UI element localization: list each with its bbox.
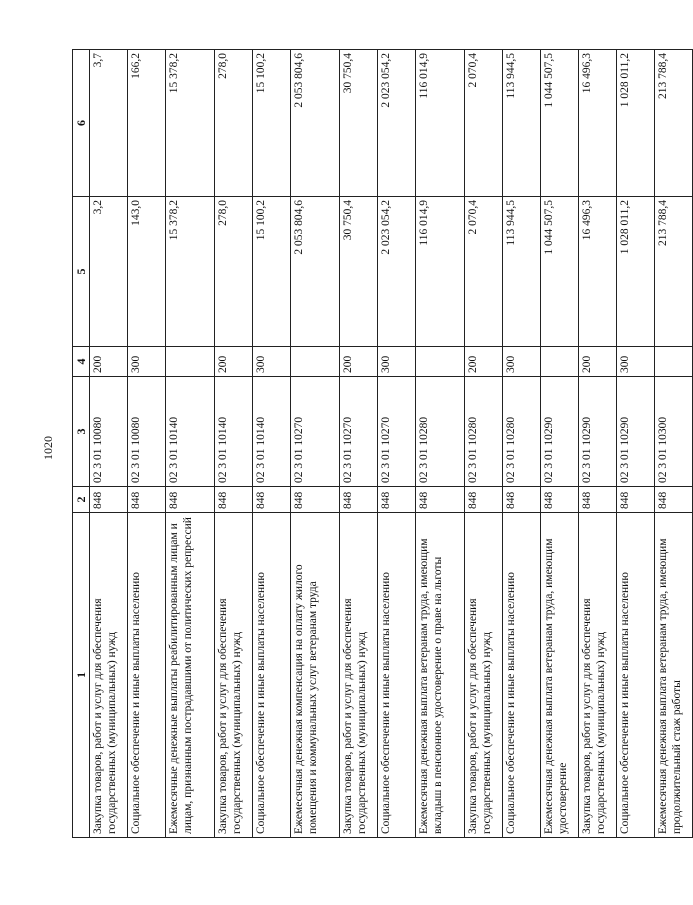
row-code: 848 [253,487,291,513]
table-row [90,50,128,838]
row-name: Социальное обеспечение и иные выплаты населению [253,513,291,838]
row-vr: 200 [340,347,378,377]
row-vr: 200 [90,347,128,377]
row-value-6: 2 070,4 [465,50,503,197]
row-csr: 02 3 01 10280 [465,377,503,487]
row-value-6: 116 014,9 [416,50,465,197]
row-value-5: 1 044 507,5 [541,197,579,347]
row-vr: 200 [215,347,253,377]
row-vr: 300 [617,347,655,377]
row-value-6: 3,7 [90,50,128,197]
header-col-1: 1 [73,513,90,838]
row-name: Закупка товаров, работ и услуг для обеспечения государственных (муниципальных) нужд [90,513,128,838]
row-value-6: 1 044 507,5 [541,50,579,197]
row-name: Ежемесячные денежные выплаты реабилитированным лицам и лицам, признанным пострадавшими от политических репрессий [166,513,215,838]
row-csr: 02 3 01 10080 [90,377,128,487]
row-name: Социальное обеспечение и иные выплаты населению [128,513,166,838]
row-code: 848 [416,487,465,513]
table-row [378,50,416,838]
header-col-2: 2 [73,487,90,513]
row-value-5: 143,0 [128,197,166,347]
row-csr: 02 3 01 10290 [617,377,655,487]
row-value-5: 30 750,4 [340,197,378,347]
table-row [416,50,465,838]
row-csr: 02 3 01 10290 [579,377,617,487]
row-value-5: 213 788,4 [655,197,693,347]
budget-table-sheet [72,50,683,838]
row-vr: 300 [253,347,291,377]
row-name: Социальное обеспечение и иные выплаты населению [378,513,416,838]
header-col-6: 6 [73,50,90,197]
row-vr: 200 [579,347,617,377]
row-value-6: 2 023 054,2 [378,50,416,197]
row-value-6: 166,2 [128,50,166,197]
row-csr: 02 3 01 10080 [128,377,166,487]
row-code: 848 [128,487,166,513]
page-number: 1020 [41,436,55,460]
row-name: Закупка товаров, работ и услуг для обеспечения государственных (муниципальных) нужд [465,513,503,838]
row-code: 848 [541,487,579,513]
row-csr: 02 3 01 10280 [416,377,465,487]
row-name: Закупка товаров, работ и услуг для обеспечения государственных (муниципальных) нужд [340,513,378,838]
table-row [128,50,166,838]
row-csr: 02 3 01 10140 [166,377,215,487]
row-vr [541,347,579,377]
row-code: 848 [90,487,128,513]
header-col-5: 5 [73,197,90,347]
row-vr: 300 [503,347,541,377]
row-code: 848 [579,487,617,513]
row-value-5: 15 100,2 [253,197,291,347]
budget-table [72,49,693,838]
row-value-5: 2 023 054,2 [378,197,416,347]
table-row [655,50,693,838]
table-row [340,50,378,838]
row-value-6: 1 028 011,2 [617,50,655,197]
row-value-6: 113 944,5 [503,50,541,197]
row-vr [655,347,693,377]
row-vr: 200 [465,347,503,377]
row-name: Закупка товаров, работ и услуг для обеспечения государственных (муниципальных) нужд [215,513,253,838]
row-name: Социальное обеспечение и иные выплаты населению [617,513,655,838]
row-value-5: 278,0 [215,197,253,347]
row-name: Социальное обеспечение и иные выплаты населению [503,513,541,838]
row-name: Ежемесячная денежная выплата ветеранам труда, имеющим вкладыш в пенсионное удостоверение о праве на льготы [416,513,465,838]
row-value-5: 1 028 011,2 [617,197,655,347]
row-csr: 02 3 01 10280 [503,377,541,487]
row-code: 848 [340,487,378,513]
row-vr: 300 [378,347,416,377]
row-csr: 02 3 01 10270 [291,377,340,487]
table-row [215,50,253,838]
table-row [503,50,541,838]
row-value-6: 2 053 804,6 [291,50,340,197]
row-csr: 02 3 01 10300 [655,377,693,487]
row-csr: 02 3 01 10140 [253,377,291,487]
table-row [291,50,340,838]
row-value-5: 2 053 804,6 [291,197,340,347]
row-vr [291,347,340,377]
row-csr: 02 3 01 10270 [340,377,378,487]
row-value-6: 30 750,4 [340,50,378,197]
table-row [579,50,617,838]
row-code: 848 [291,487,340,513]
table-row [617,50,655,838]
row-code: 848 [215,487,253,513]
row-value-5: 2 070,4 [465,197,503,347]
row-code: 848 [655,487,693,513]
row-name: Закупка товаров, работ и услуг для обеспечения государственных (муниципальных) нужд [579,513,617,838]
row-value-5: 3,2 [90,197,128,347]
row-value-6: 278,0 [215,50,253,197]
row-value-5: 15 378,2 [166,197,215,347]
row-value-5: 116 014,9 [416,197,465,347]
row-vr [416,347,465,377]
row-vr [166,347,215,377]
header-col-4: 4 [73,347,90,377]
row-vr: 300 [128,347,166,377]
table-row [465,50,503,838]
table-row [253,50,291,838]
row-code: 848 [465,487,503,513]
row-name: Ежемесячная денежная компенсация на оплату жилого помещения и коммунальных услуг ветеранам труда [291,513,340,838]
row-code: 848 [378,487,416,513]
rotated-table-frame [72,50,683,838]
table-row [541,50,579,838]
row-value-5: 16 496,3 [579,197,617,347]
row-value-6: 213 788,4 [655,50,693,197]
row-csr: 02 3 01 10290 [541,377,579,487]
table-header-row [73,50,90,838]
row-value-5: 113 944,5 [503,197,541,347]
row-value-6: 16 496,3 [579,50,617,197]
header-col-3: 3 [73,377,90,487]
table-row [166,50,215,838]
row-name: Ежемесячная денежная выплата ветеранам труда, имеющим продолжительный стаж работы [655,513,693,838]
row-code: 848 [503,487,541,513]
row-value-6: 15 100,2 [253,50,291,197]
row-code: 848 [617,487,655,513]
row-code: 848 [166,487,215,513]
row-csr: 02 3 01 10270 [378,377,416,487]
row-csr: 02 3 01 10140 [215,377,253,487]
row-name: Ежемесячная денежная выплата ветеранам труда, имеющим удостоверение [541,513,579,838]
row-value-6: 15 378,2 [166,50,215,197]
